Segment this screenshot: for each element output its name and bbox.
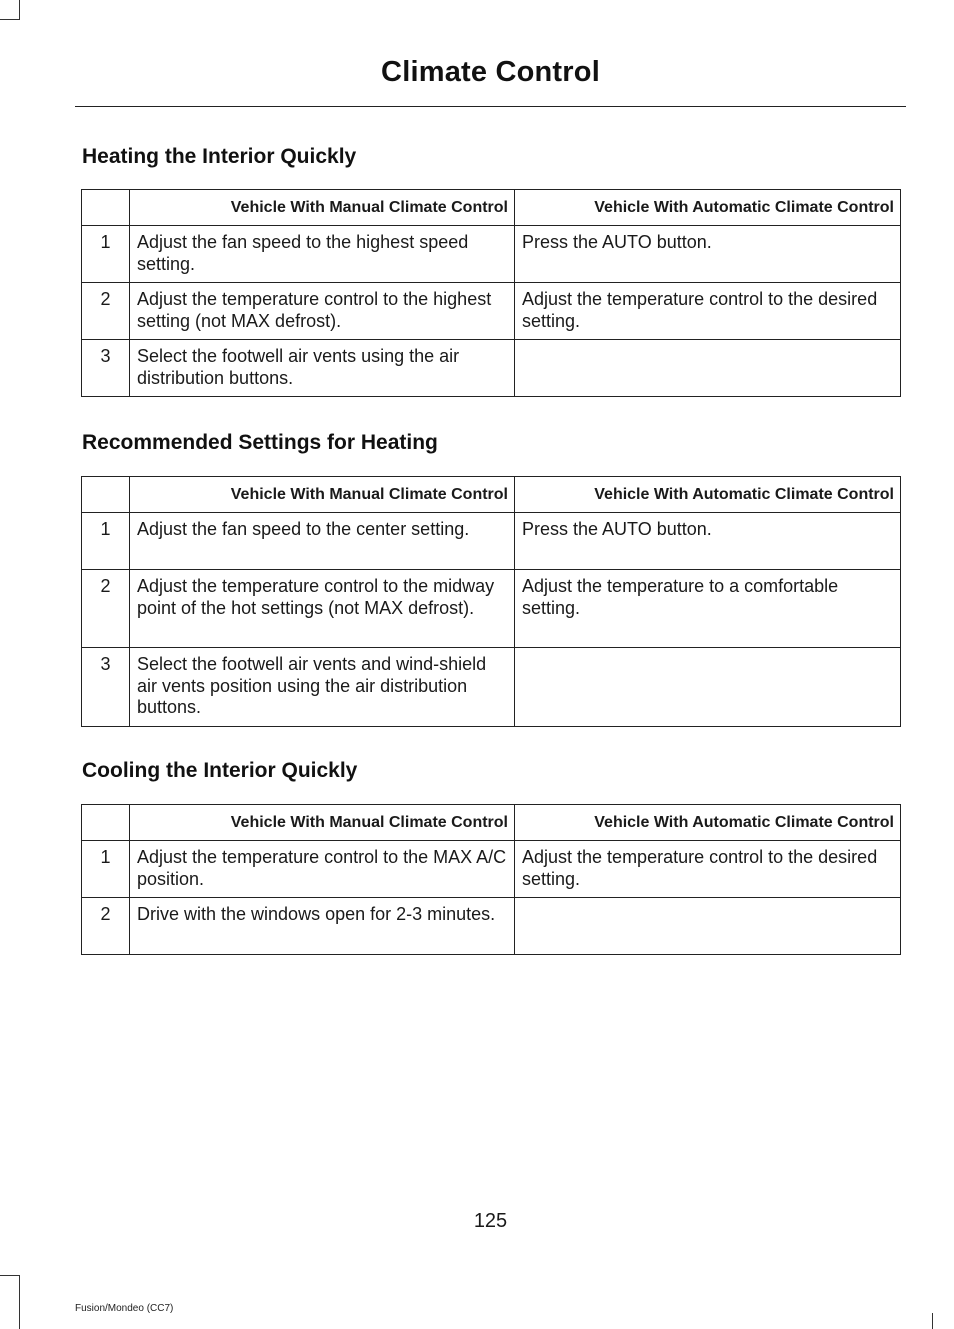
step-number: 1 [82, 226, 130, 283]
table-header-row [82, 190, 901, 226]
manual-instruction: Select the footwell air vents and wind-shield air vents position using the air distribution buttons. [130, 648, 515, 727]
footer-doc-label: Fusion/Mondeo (CC7) [75, 1303, 174, 1314]
automatic-instruction: Adjust the temperature control to the desired setting. [515, 283, 901, 340]
page-title: Climate Control [381, 56, 600, 88]
column-header-step [82, 805, 130, 841]
crop-mark-bottom-left-v [19, 1275, 20, 1329]
automatic-instruction: Press the AUTO button. [515, 513, 901, 570]
column-header-step [82, 190, 130, 226]
automatic-instruction [515, 340, 901, 397]
step-number: 3 [82, 648, 130, 727]
step-number: 3 [82, 340, 130, 397]
table-row [82, 898, 901, 955]
manual-instruction: Adjust the fan speed to the center setting. [130, 513, 515, 570]
step-number: 2 [82, 283, 130, 340]
automatic-instruction: Press the AUTO button. [515, 226, 901, 283]
column-header-automatic: Vehicle With Automatic Climate Control [515, 805, 901, 841]
table-row [82, 648, 901, 727]
column-header-automatic: Vehicle With Automatic Climate Control [515, 477, 901, 513]
cooling-quickly-table [81, 804, 901, 955]
manual-instruction: Adjust the temperature control to the midway point of the hot settings (not MAX defrost). [130, 570, 515, 648]
crop-mark-top-left-h [0, 19, 20, 20]
section-heading-recommended-heating: Recommended Settings for Heating [82, 431, 438, 454]
manual-instruction: Drive with the windows open for 2-3 minutes. [130, 898, 515, 955]
table-row [82, 226, 901, 283]
manual-instruction: Adjust the temperature control to the MAX A/C position. [130, 841, 515, 898]
table-header-row [82, 805, 901, 841]
column-header-manual: Vehicle With Manual Climate Control [130, 805, 515, 841]
table-row [82, 340, 901, 397]
table-row [82, 570, 901, 648]
step-number: 2 [82, 898, 130, 955]
table-header-row [82, 477, 901, 513]
automatic-instruction: Adjust the temperature control to the desired setting. [515, 841, 901, 898]
step-number: 2 [82, 570, 130, 648]
table-row [82, 283, 901, 340]
heating-quickly-table [81, 189, 901, 397]
table-row [82, 513, 901, 570]
automatic-instruction [515, 648, 901, 727]
manual-instruction: Adjust the fan speed to the highest speed setting. [130, 226, 515, 283]
manual-instruction: Adjust the temperature control to the highest setting (not MAX defrost). [130, 283, 515, 340]
step-number: 1 [82, 841, 130, 898]
manual-instruction: Select the footwell air vents using the air distribution buttons. [130, 340, 515, 397]
crop-mark-bottom-left-h [0, 1275, 20, 1276]
section-heading-heating-quickly: Heating the Interior Quickly [82, 145, 357, 168]
column-header-step [82, 477, 130, 513]
crop-mark-top-left-v [19, 0, 20, 19]
automatic-instruction: Adjust the temperature to a comfortable setting. [515, 570, 901, 648]
column-header-automatic: Vehicle With Automatic Climate Control [515, 190, 901, 226]
column-header-manual: Vehicle With Manual Climate Control [130, 190, 515, 226]
table-row [82, 841, 901, 898]
title-divider [75, 106, 906, 107]
recommended-heating-table [81, 476, 901, 727]
section-heading-cooling-quickly: Cooling the Interior Quickly [82, 759, 358, 782]
column-header-manual: Vehicle With Manual Climate Control [130, 477, 515, 513]
step-number: 1 [82, 513, 130, 570]
automatic-instruction [515, 898, 901, 955]
crop-mark-bottom-right-v [932, 1313, 933, 1329]
page-number: 125 [473, 1210, 508, 1232]
